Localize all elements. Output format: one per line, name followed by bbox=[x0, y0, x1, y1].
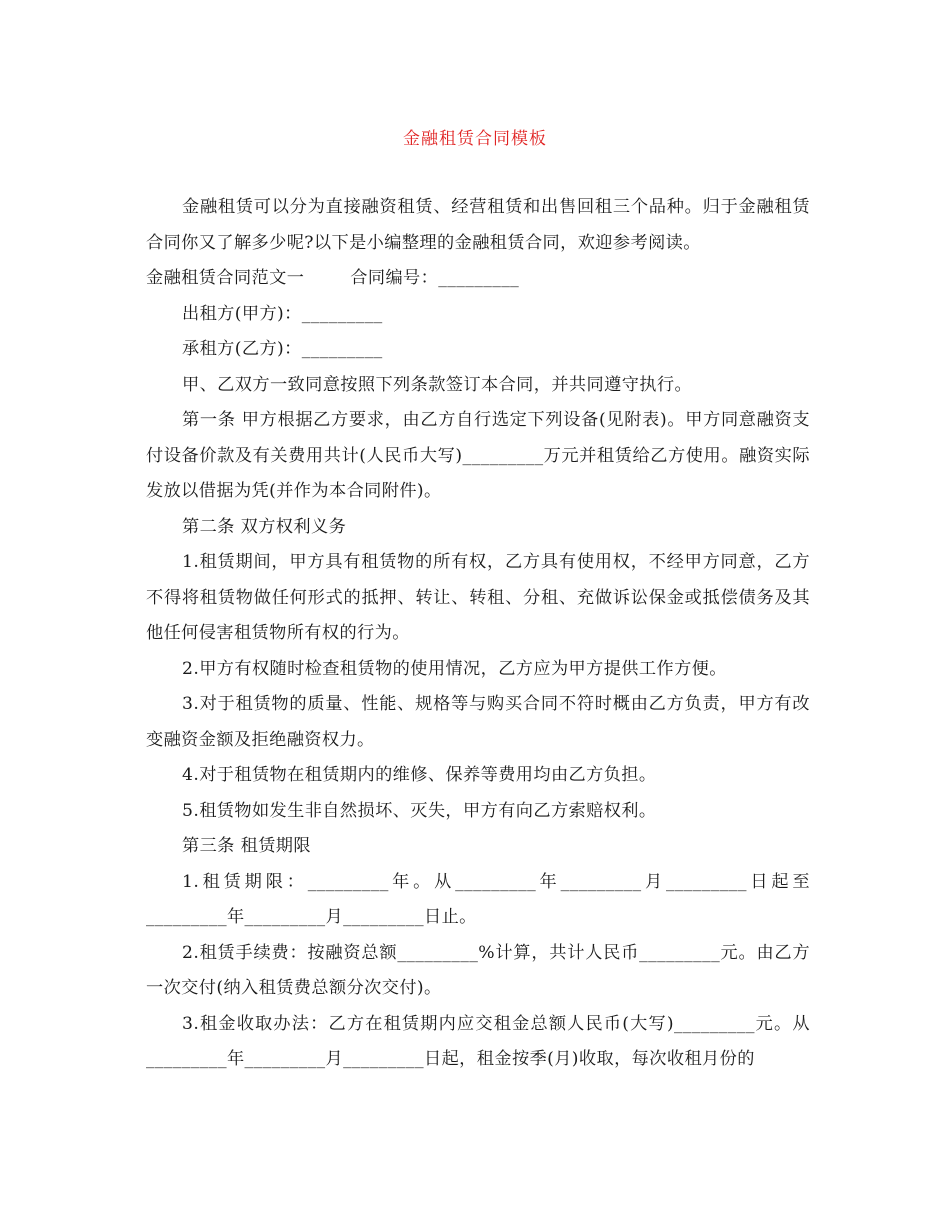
paragraph-article-2-item-4: 4.对于租赁物在租赁期内的维修、保养等费用均由乙方负担。 bbox=[182, 765, 657, 785]
paragraph-article-3-item-1: 1.租赁期限：_________年。从_________年_________月_________日起至_________年_________月_________日止。 bbox=[146, 871, 810, 927]
paragraph-article-3-item-3: 3.租金收取办法：乙方在租赁期内应交租金总额人民币(大写)_________元。从_________年_________月_________日起，租金按季(月)收取，每次收租月份的 bbox=[146, 1013, 810, 1069]
contract-line bbox=[146, 261, 810, 297]
paragraph-article-2-item-1: 1.租赁期间，甲方具有租赁物的所有权，乙方具有使用权，不经甲方同意，乙方不得将租赁物做任何形式的抵押、转让、转租、分租、充做诉讼保金或抵偿债务及其他任何侵害租赁物所有权的行为。 bbox=[146, 552, 810, 643]
paragraph-article-2-item-2: 2.甲方有权随时检查租赁物的使用情况，乙方应为甲方提供工作方便。 bbox=[182, 658, 727, 679]
paragraph-article-3-heading: 第三条 租赁期限 bbox=[182, 836, 311, 856]
paragraph-article-1: 第一条 甲方根据乙方要求，由乙方自行选定下列设备(见附表)。甲方同意融资支付设备价款及有关费用共计(人民币大写)_________万元并租赁给乙方使用。融资实际发放以借据为凭(并作为本合同附件)。 bbox=[146, 410, 810, 501]
sample-label: 金融租赁合同范文一 bbox=[146, 268, 305, 288]
paragraph-article-3-item-2: 2.租赁手续费：按融资总额_________%计算，共计人民币_________元。由乙方一次交付(纳入租赁费总额分次交付)。 bbox=[146, 942, 810, 998]
paragraph-agreement: 甲、乙双方一致同意按照下列条款签订本合同，并共同遵守执行。 bbox=[182, 374, 693, 395]
paragraph-intro: 金融租赁可以分为直接融资租赁、经营租赁和出售回租三个品种。归于金融租赁合同你又了解多少呢?以下是小编整理的金融租赁合同，欢迎参考阅读。 bbox=[146, 197, 810, 253]
contract-number-label: 合同编号：_________ bbox=[350, 268, 520, 288]
paragraph-article-2-item-5: 5.租赁物如发生非自然损坏、灭失，甲方有向乙方索赔权利。 bbox=[182, 800, 657, 821]
paragraph-article-2-item-3: 3.对于租赁物的质量、性能、规格等与购买合同不符时概由乙方负责，甲方有改变融资金额及拒绝融资权力。 bbox=[146, 694, 810, 750]
document-title: 金融租赁合同模板 bbox=[403, 129, 547, 149]
document-body bbox=[146, 190, 810, 1078]
paragraph-article-2-heading: 第二条 双方权利义务 bbox=[182, 516, 347, 537]
paragraph-lessor: 出租方(甲方)：_________ bbox=[182, 303, 383, 324]
paragraph-lessee: 承租方(乙方)：_________ bbox=[182, 339, 383, 359]
